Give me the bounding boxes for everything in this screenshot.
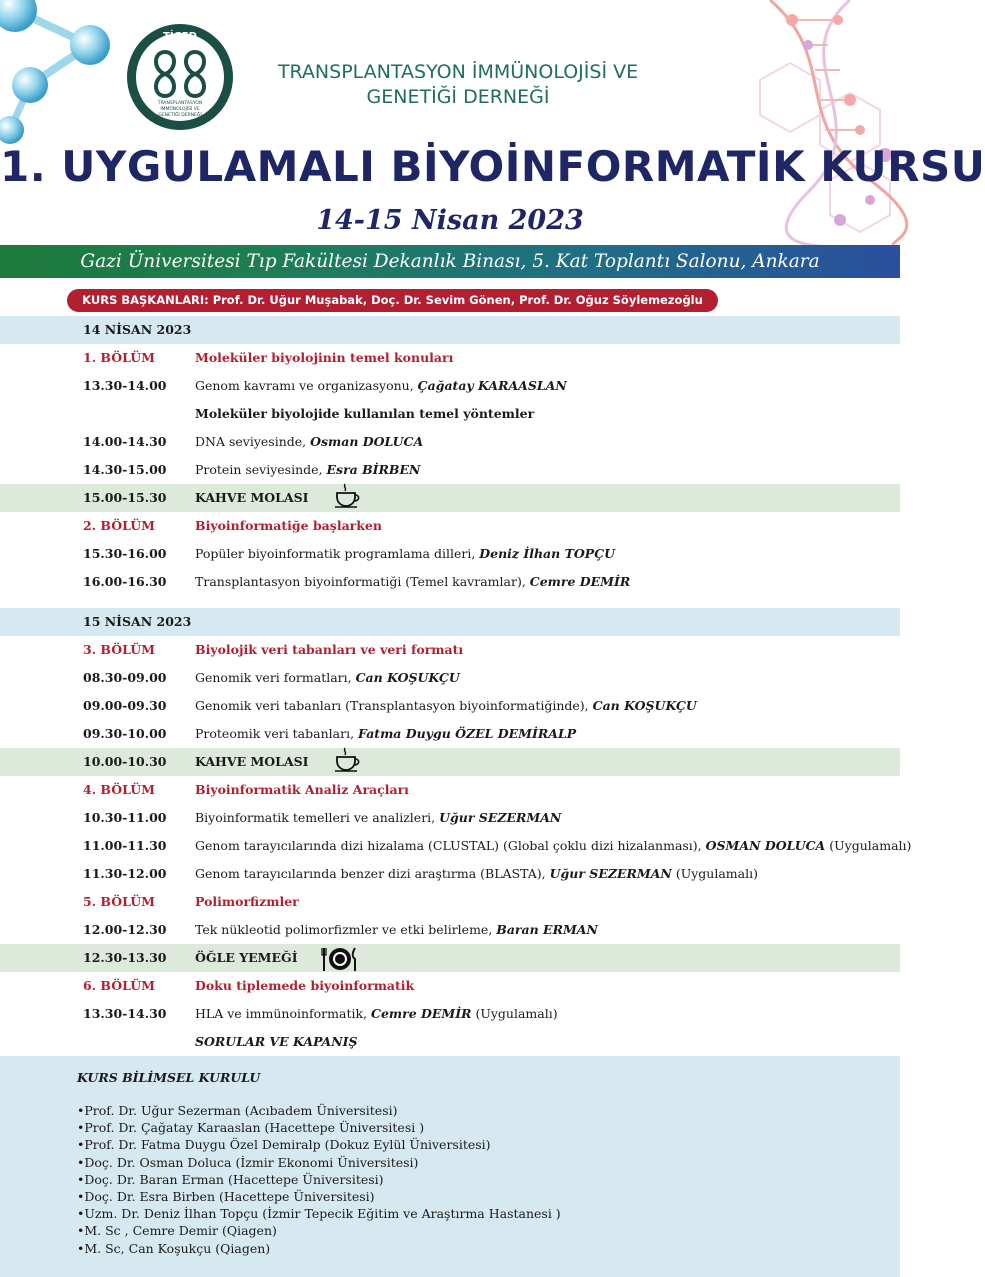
section-number: 4. BÖLÜM	[83, 782, 155, 797]
session-description	[195, 428, 423, 456]
session-topic: KAHVE MOLASI	[195, 490, 309, 505]
committee-heading: KURS BİLİMSEL KURULU	[77, 1070, 261, 1085]
section-title	[195, 344, 453, 372]
speaker-name: Deniz İlhan TOPÇU	[479, 546, 616, 561]
session-time: 12.30-13.30	[83, 950, 167, 965]
logo-acronym: TİGED	[163, 31, 197, 42]
session-time: 15.30-16.00	[83, 546, 167, 561]
section-title	[195, 972, 414, 1000]
session-description	[195, 916, 598, 944]
session-description	[195, 540, 615, 568]
session-description	[195, 860, 758, 888]
org-name-line-1: TRANSPLANTASYON İMMÜNOLOJİSİ VE	[277, 61, 639, 83]
schedule-row	[0, 664, 900, 692]
session-description	[195, 692, 697, 720]
session-topic: Genom kavramı ve organizasyonu,	[195, 378, 418, 393]
committee-member: • Prof. Dr. Çağatay Karaaslan (Hacettepe Üniversitesi )	[77, 1119, 561, 1136]
organization-name	[238, 60, 678, 110]
session-topic: Doku tiplemede biyoinformatik	[195, 978, 415, 993]
speaker-name: Uğur SEZERMAN	[549, 866, 672, 881]
session-topic: DNA seviyesinde,	[195, 434, 311, 449]
schedule-row	[0, 428, 900, 456]
session-topic: Genomik veri tabanları (Transplantasyon biyoinformatiğinde),	[195, 698, 593, 713]
course-title: 1. UYGULAMALI BİYOİNFORMATİK KURSU	[0, 142, 985, 191]
session-topic: Genom tarayıcılarında dizi hizalama (CLUSTAL) (Global çoklu dizi hizalanması),	[195, 838, 706, 853]
committee-member: • Prof. Dr. Fatma Duygu Özel Demiralp (Dokuz Eylül Üniversitesi)	[77, 1136, 561, 1153]
org-name-line-2: GENETİĞİ DERNEĞİ	[366, 86, 550, 108]
speaker-name: SORULAR VE KAPANIŞ	[195, 1034, 358, 1049]
session-time: 12.00-12.30	[83, 922, 167, 937]
schedule-row	[0, 916, 900, 944]
committee-member: • Doç. Dr. Osman Doluca (İzmir Ekonomi Üniversitesi)	[77, 1154, 561, 1171]
schedule-row	[0, 400, 900, 428]
speaker-name: OSMAN DOLUCA	[705, 838, 826, 853]
session-time: 16.00-16.30	[83, 574, 167, 589]
day-label: 15 NİSAN 2023	[83, 614, 192, 629]
committee-member: • Doç. Dr. Baran Erman (Hacettepe Üniversitesi)	[77, 1171, 561, 1188]
section-header	[0, 636, 900, 664]
session-topic: Moleküler biyolojinin temel konuları	[195, 350, 454, 365]
molecule-decoration-left	[0, 0, 140, 150]
committee-list	[77, 1102, 561, 1257]
session-time: 09.00-09.30	[83, 698, 167, 713]
session-topic: Genomik veri formatları,	[195, 670, 356, 685]
session-topic: Popüler biyoinformatik programlama dilleri,	[195, 546, 480, 561]
schedule-row	[0, 540, 900, 568]
committee-member: • M. Sc , Cemre Demir (Qiagen)	[77, 1222, 561, 1239]
logo-subtext-1: TRANSPLANTASYON	[157, 101, 203, 106]
session-description	[195, 804, 561, 832]
session-time: 10.30-11.00	[83, 810, 167, 825]
session-time: 15.00-15.30	[83, 490, 167, 505]
committee-member: • M. Sc, Can Koşukçu (Qiagen)	[77, 1240, 561, 1257]
break-row	[0, 748, 900, 776]
session-topic: KAHVE MOLASI	[195, 754, 309, 769]
schedule	[0, 316, 912, 1056]
speaker-name: Can KOŞUKÇU	[592, 698, 697, 713]
session-topic: Biyoinformatiğe başlarken	[195, 518, 382, 533]
session-topic: Biyolojik veri tabanları ve veri formatı	[195, 642, 464, 657]
session-description	[195, 720, 576, 748]
session-topic: Moleküler biyolojide kullanılan temel yöntemler	[195, 406, 535, 421]
session-topic: ÖĞLE YEMEĞİ	[195, 950, 298, 965]
section-number: 6. BÖLÜM	[83, 978, 155, 993]
day-header-2	[0, 608, 900, 636]
section-number: 5. BÖLÜM	[83, 894, 155, 909]
session-topic: Biyoinformatik Analiz Araçları	[195, 782, 409, 797]
session-description	[195, 1028, 358, 1056]
speaker-name: Uğur SEZERMAN	[439, 810, 562, 825]
schedule-row	[0, 1028, 900, 1056]
tiged-logo	[125, 22, 235, 132]
session-description	[195, 832, 911, 860]
break-row	[0, 944, 900, 972]
section-header	[0, 344, 900, 372]
session-time: 08.30-09.00	[83, 670, 167, 685]
section-header	[0, 888, 900, 916]
coffee-icon	[333, 482, 363, 512]
course-chairs-badge: KURS BAŞKANLARI: Prof. Dr. Uğur Muşabak, Doç. Dr. Sevim Gönen, Prof. Dr. Oğuz Söylemezoğlu	[67, 289, 718, 312]
speaker-name: Can KOŞUKÇU	[355, 670, 460, 685]
committee-member: • Uzm. Dr. Deniz İlhan Topçu (İzmir Tepecik Eğitim ve Araştırma Hastanesi )	[77, 1205, 561, 1222]
schedule-row	[0, 1000, 900, 1028]
section-title	[195, 776, 409, 804]
speaker-name: Cemre DEMİR	[529, 574, 631, 589]
committee-member: • Doç. Dr. Esra Birben (Hacettepe Üniversitesi)	[77, 1188, 561, 1205]
schedule-row	[0, 456, 900, 484]
session-topic: Genom tarayıcılarında benzer dizi araştırma (BLASTA),	[195, 866, 550, 881]
day-label: 14 NİSAN 2023	[83, 322, 192, 337]
section-header	[0, 776, 900, 804]
scientific-committee	[0, 1056, 900, 1277]
session-topic: Transplantasyon biyoinformatiği (Temel kavramlar),	[195, 574, 530, 589]
schedule-row	[0, 568, 900, 596]
section-number: 2. BÖLÜM	[83, 518, 155, 533]
session-description	[195, 1000, 558, 1028]
session-description	[195, 664, 460, 692]
session-description	[195, 568, 630, 596]
speaker-name: Cemre DEMİR	[371, 1006, 472, 1021]
session-topic: HLA ve immünoinformatik,	[195, 1006, 371, 1021]
day-2-rows	[0, 636, 912, 1056]
session-topic: Tek nükleotid polimorfizmler ve etki belirleme,	[195, 922, 497, 937]
logo-subtext-3: GENETİĞİ DERNEĞİ	[158, 113, 202, 118]
logo-subtext-2: İMMÜNOLOJİSİ VE	[160, 107, 200, 112]
session-format: (Uygulamalı)	[825, 838, 912, 853]
session-time: 11.00-11.30	[83, 838, 167, 853]
committee-member: • Prof. Dr. Uğur Sezerman (Acıbadem Üniversitesi)	[77, 1102, 561, 1119]
section-header	[0, 972, 900, 1000]
venue-banner: Gazi Üniversitesi Tıp Fakültesi Dekanlık Binası, 5. Kat Toplantı Salonu, Ankara	[0, 245, 900, 278]
schedule-row	[0, 832, 912, 860]
session-time: 11.30-12.00	[83, 866, 167, 881]
section-title	[195, 636, 463, 664]
day-header-1	[0, 316, 900, 344]
break-row	[0, 484, 900, 512]
schedule-row	[0, 692, 900, 720]
course-dates: 14-15 Nisan 2023	[316, 205, 584, 236]
session-topic: Proteomik veri tabanları,	[195, 726, 359, 741]
session-description	[195, 484, 309, 512]
speaker-name: Osman DOLUCA	[310, 434, 424, 449]
session-time: 09.30-10.00	[83, 726, 167, 741]
section-header	[0, 512, 900, 540]
schedule-row	[0, 720, 900, 748]
schedule-row	[0, 860, 900, 888]
section-number: 3. BÖLÜM	[83, 642, 155, 657]
session-description	[195, 400, 534, 428]
session-topic: Polimorfizmler	[195, 894, 299, 909]
speaker-name: Baran ERMAN	[496, 922, 598, 937]
session-description	[195, 944, 298, 972]
speaker-name: Esra BİRBEN	[326, 462, 421, 477]
session-time: 13.30-14.30	[83, 1006, 167, 1021]
speaker-name: Çağatay KARAASLAN	[417, 378, 567, 393]
session-time: 14.30-15.00	[83, 462, 167, 477]
session-format: (Uygulamalı)	[471, 1006, 558, 1021]
section-number: 1. BÖLÜM	[83, 350, 155, 365]
day-1-rows	[0, 344, 900, 596]
session-description	[195, 372, 567, 400]
coffee-icon	[333, 746, 363, 776]
session-description	[195, 748, 309, 776]
schedule-row	[0, 372, 900, 400]
section-title	[195, 888, 299, 916]
session-time: 10.00-10.30	[83, 754, 167, 769]
speaker-name: Fatma Duygu ÖZEL DEMİRALP	[358, 726, 577, 741]
session-time: 13.30-14.00	[83, 378, 167, 393]
session-topic: Biyoinformatik temelleri ve analizleri,	[195, 810, 440, 825]
session-time: 14.00-14.30	[83, 434, 167, 449]
session-description	[195, 456, 420, 484]
session-topic: Protein seviyesinde,	[195, 462, 327, 477]
section-title	[195, 512, 382, 540]
schedule-row	[0, 804, 900, 832]
session-format: (Uygulamalı)	[671, 866, 758, 881]
